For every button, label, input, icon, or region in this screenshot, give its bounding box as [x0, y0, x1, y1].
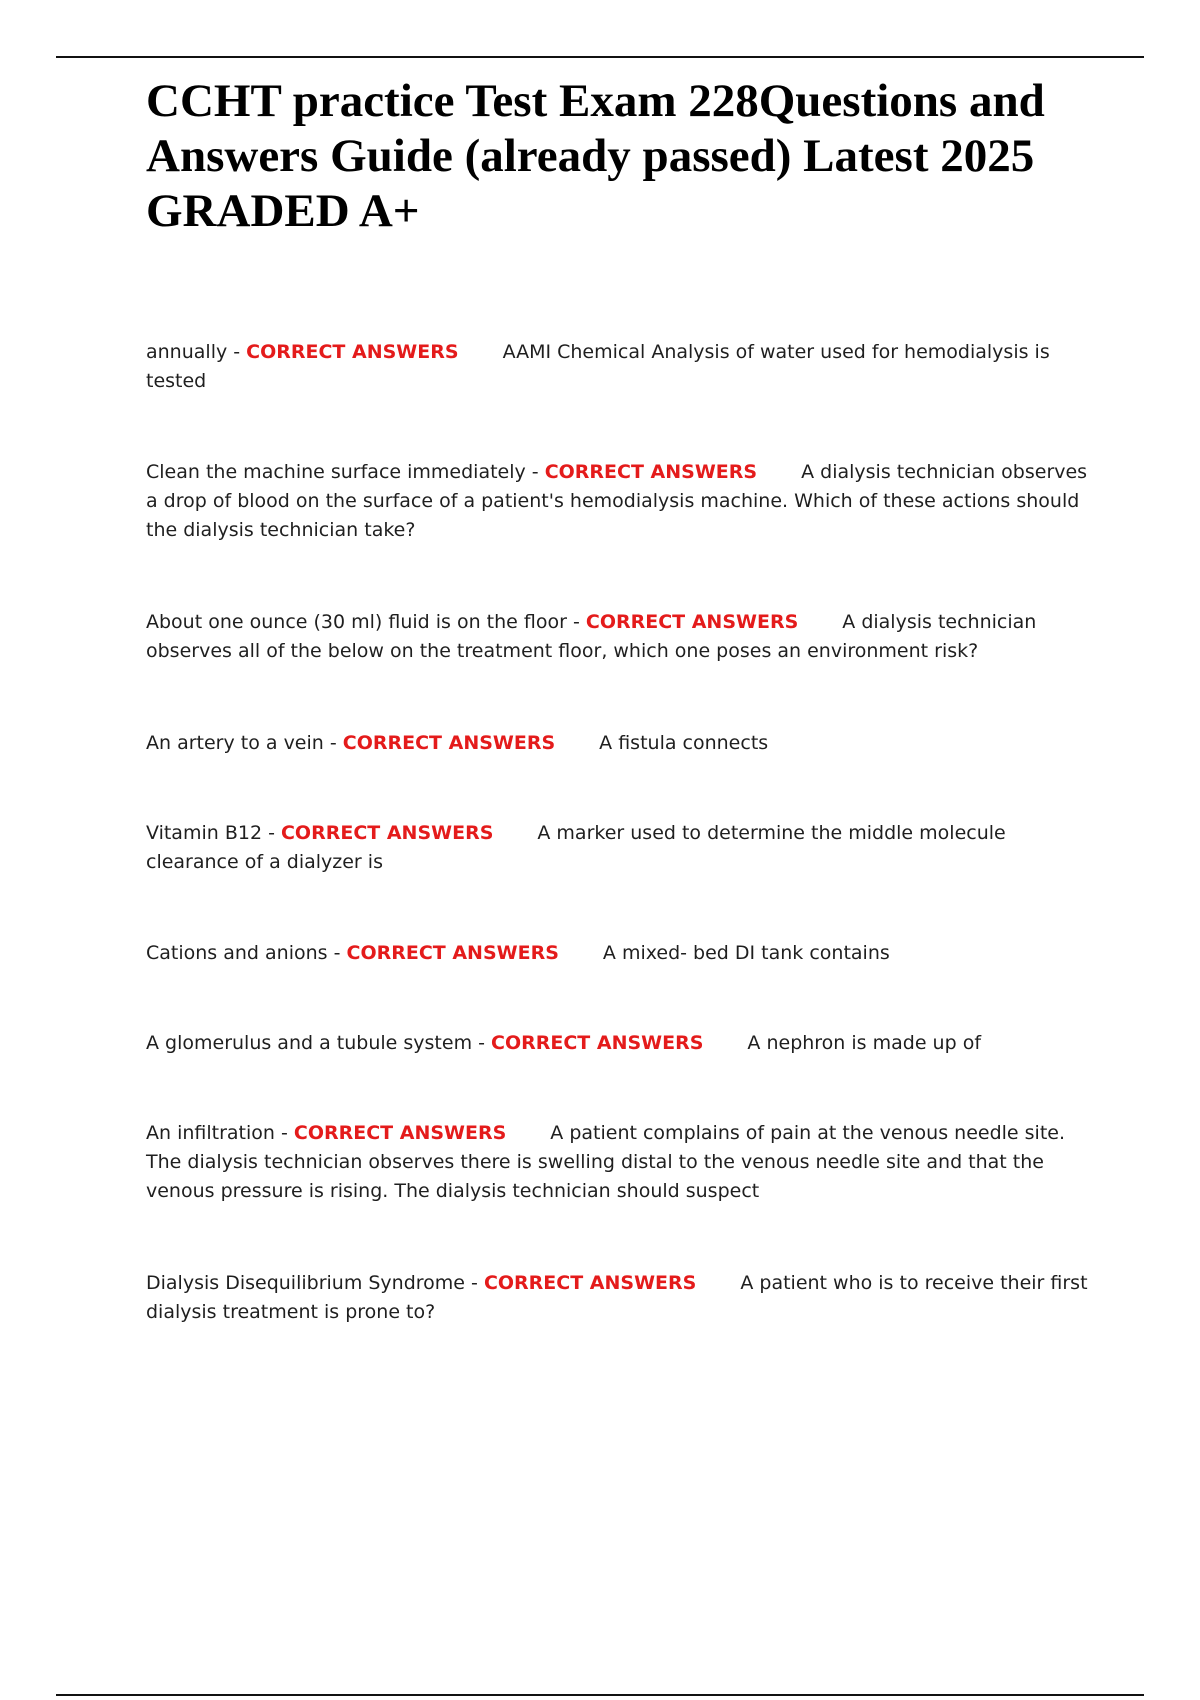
qa-item — [146, 939, 1090, 968]
correct-answers-tag: CORRECT ANSWERS — [346, 942, 559, 964]
correct-answers-tag: CORRECT ANSWERS — [342, 732, 556, 754]
question-text: A patient who is to receive their first dialysis treatment is prone to? — [146, 1272, 1088, 1323]
correct-answers-tag: CORRECT ANSWERS — [246, 341, 459, 363]
answer-text: An infiltration — [146, 1122, 275, 1144]
separator: - — [566, 611, 586, 633]
separator: - — [472, 1032, 492, 1054]
answer-text: Clean the machine surface immediately — [146, 461, 526, 483]
question-text: A fistula connects — [599, 732, 769, 754]
qa-item — [146, 1119, 1090, 1206]
question-text: A dialysis technician observes a drop of blood on the surface of a patient's hemodialysis machine. Which of these actions should the dialysis technician take? — [146, 461, 1088, 541]
qa-item — [146, 458, 1090, 545]
top-divider — [56, 56, 1144, 58]
qa-item — [146, 819, 1090, 877]
answer-text: About one ounce (30 ml) fluid is on the floor — [146, 611, 567, 633]
answer-text: An artery to a vein — [146, 732, 324, 754]
qa-item — [146, 1029, 1090, 1058]
question-text: AAMI Chemical Analysis of water used for hemodialysis is tested — [146, 341, 1050, 392]
separator: - — [227, 341, 247, 363]
question-text: A dialysis technician observes all of the below on the treatment floor, which one poses an environment risk? — [146, 611, 1037, 662]
qa-item — [146, 608, 1090, 666]
answer-text: A glomerulus and a tubule system — [146, 1032, 473, 1054]
qa-item — [146, 338, 1090, 396]
qa-item — [146, 1269, 1090, 1327]
qa-item — [146, 729, 1090, 758]
correct-answers-tag: CORRECT ANSWERS — [544, 461, 758, 483]
answer-text: Dialysis Disequilibrium Syndrome — [146, 1272, 465, 1294]
correct-answers-tag: CORRECT ANSWERS — [483, 1272, 697, 1294]
correct-answers-tag: CORRECT ANSWERS — [280, 822, 494, 844]
answer-text: Cations and anions — [146, 942, 328, 964]
correct-answers-tag: CORRECT ANSWERS — [491, 1032, 704, 1054]
document-title: CCHT practice Test Exam 228Questions and Answers Guide (already passed) Latest 2025 GRADED A+ — [146, 75, 1045, 237]
separator: - — [327, 942, 347, 964]
question-text: A nephron is made up of — [747, 1032, 982, 1054]
correct-answers-tag: CORRECT ANSWERS — [585, 611, 799, 633]
separator: - — [262, 822, 281, 844]
separator: - — [465, 1272, 484, 1294]
answer-text: annually — [146, 341, 228, 363]
answer-text: Vitamin B12 — [146, 822, 263, 844]
correct-answers-tag: CORRECT ANSWERS — [293, 1122, 507, 1144]
separator: - — [323, 732, 343, 754]
separator: - — [274, 1122, 294, 1144]
question-text: A patient complains of pain at the venous needle site. The dialysis technician observes there is swelling distal to the venous needle site and that the venous pressure is rising. The dialysis technician should suspect — [146, 1122, 1066, 1202]
question-text: A marker used to determine the middle molecule clearance of a dialyzer is — [146, 822, 1006, 873]
question-text: A mixed- bed DI tank contains — [602, 942, 890, 964]
separator: - — [525, 461, 545, 483]
bottom-divider — [56, 1694, 1144, 1696]
